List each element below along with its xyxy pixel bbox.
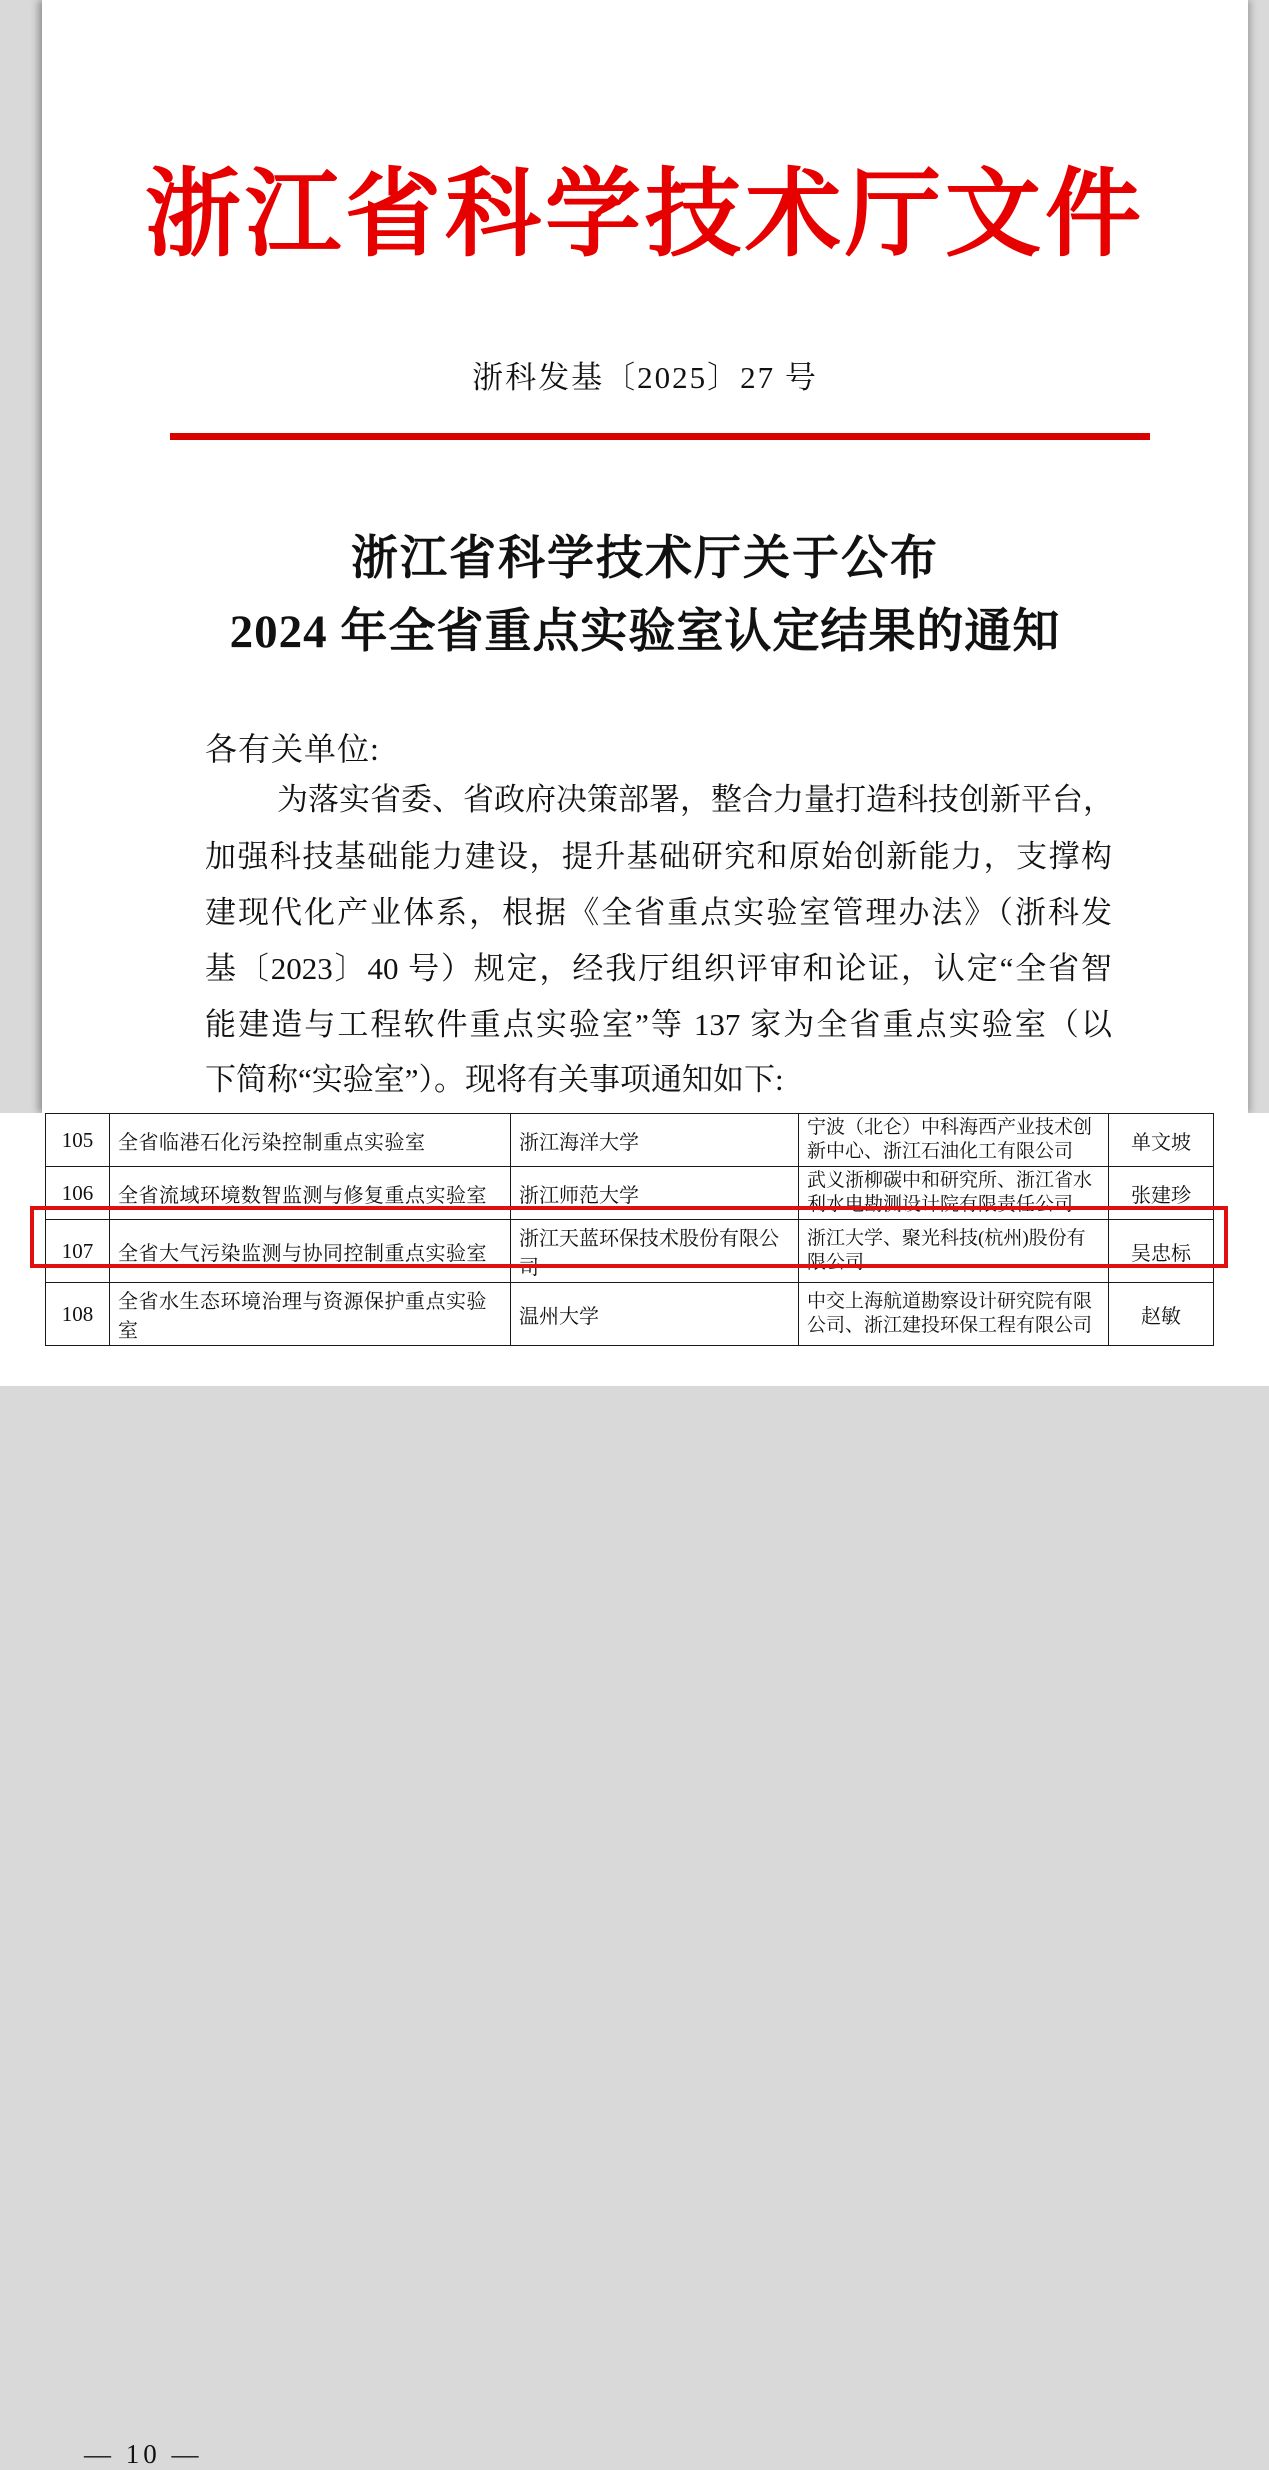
notice-title-line1: 浙江省科学技术厅关于公布	[351, 533, 939, 585]
highlight-layer	[45, 1113, 1213, 1313]
cell-row-number: 106	[46, 1167, 110, 1220]
body-text-line: 能建造与工程软件重点实验室”等 137 家为全省重点实验室（以	[205, 1007, 1112, 1042]
cell-partner-orgs: 武义浙柳碳中和研究所、浙江省水利水电勘测设计院有限责任公司	[799, 1167, 1109, 1220]
cell-row-number: 108	[46, 1283, 110, 1346]
notice-title-line2: 2024 年全省重点实验室认定结果的通知	[229, 606, 1061, 658]
doc-number: 浙科发基〔2025〕27 号	[472, 360, 818, 395]
agency-header-title: 浙江省科学技术厅文件	[145, 161, 1145, 268]
cell-row-number: 105	[46, 1114, 110, 1167]
cell-partner-orgs: 宁波（北仑）中科海西产业技术创新中心、浙江石油化工有限公司	[799, 1114, 1109, 1167]
body-text-line: 加强科技基础能力建设，提升基础研究和原始创新能力，支撑构	[205, 839, 1112, 874]
cell-lab-name: 全省水生态环境治理与资源保护重点实验室	[110, 1283, 511, 1346]
cell-lab-name: 全省流域环境数智监测与修复重点实验室	[110, 1167, 511, 1220]
cell-director-name: 吴忠标	[1109, 1220, 1214, 1283]
cell-lab-name: 全省大气污染监测与协同控制重点实验室	[110, 1220, 511, 1283]
red-highlight-box-row-107	[30, 1206, 1228, 1268]
page-number: — 10 —	[84, 2439, 203, 2469]
cell-host-org: 浙江天蓝环保技术股份有限公司	[511, 1220, 799, 1283]
body-text-line: 基〔2023〕40 号）规定，经我厅组织评审和论证，认定“全省智	[205, 951, 1112, 986]
cell-row-number: 107	[46, 1220, 110, 1283]
body-text-line: 下简称“实验室”）。现将有关事项通知如下:	[205, 1062, 784, 1097]
body-text-line: 建现代化产业体系，根据《全省重点实验室管理办法》（浙科发	[205, 895, 1112, 930]
cell-partner-orgs: 中交上海航道勘察设计研究院有限公司、浙江建投环保工程有限公司	[799, 1283, 1109, 1346]
body-text-line: 为落实省委、省政府决策部署，整合力量打造科技创新平台，	[277, 782, 1114, 817]
cell-director-name: 赵敏	[1109, 1283, 1214, 1346]
salutation: 各有关单位:	[205, 731, 380, 767]
cell-host-org: 浙江师范大学	[511, 1167, 799, 1220]
document-page	[42, 0, 1248, 1113]
cell-director-name: 单文坡	[1109, 1114, 1214, 1167]
lab-list-section	[0, 1113, 1269, 2469]
cell-partner-orgs: 浙江大学、聚光科技(杭州)股份有限公司	[799, 1220, 1109, 1283]
red-divider-rule	[170, 433, 1150, 440]
cell-host-org: 浙江海洋大学	[511, 1114, 799, 1167]
cell-lab-name: 全省临港石化污染控制重点实验室	[110, 1114, 511, 1167]
cell-host-org: 温州大学	[511, 1283, 799, 1346]
cell-director-name: 张建珍	[1109, 1167, 1214, 1220]
